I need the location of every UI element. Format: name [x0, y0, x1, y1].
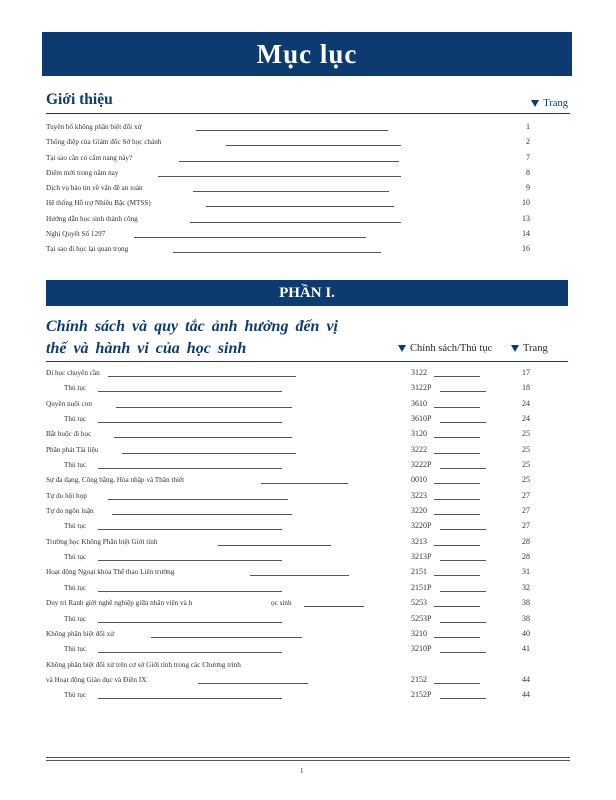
toc-entry-policy: 5253 — [411, 598, 427, 608]
leader-line — [98, 529, 282, 530]
toc-entry-page: 13 — [522, 213, 530, 223]
toc-entry-policy: 2152P — [411, 690, 432, 700]
toc-entry-label: Thủ tục — [64, 461, 87, 470]
leader-line — [261, 483, 348, 484]
toc-entry-policy: 3222P — [411, 460, 432, 470]
toc-entry[interactable] — [46, 613, 570, 628]
leader-line — [108, 376, 296, 377]
toc-entry-policy: 3120 — [411, 429, 427, 439]
toc-entry-policy: 3210P — [411, 644, 432, 654]
toc-entry-page: 7 — [526, 152, 530, 162]
leader-line — [434, 514, 480, 515]
toc-entry-page: 24 — [522, 398, 530, 408]
toc-entry[interactable] — [46, 382, 570, 397]
leader-line — [440, 468, 486, 469]
toc-entry[interactable] — [46, 643, 570, 658]
toc-entry-policy: 3220P — [411, 521, 432, 531]
leader-line — [434, 637, 480, 638]
toc-entry-page: 10 — [522, 198, 530, 208]
triangle-down-icon — [531, 100, 539, 107]
toc-entry-policy: 3213 — [411, 536, 427, 546]
toc-entry-label: Hướng dẫn học sinh thành công — [46, 214, 138, 223]
part-one-banner — [46, 280, 568, 306]
toc-entry-page: 9 — [526, 183, 530, 193]
footer-rule — [46, 757, 570, 758]
toc-entry-policy: 3223 — [411, 490, 427, 500]
leader-line — [108, 499, 288, 500]
leader-line — [304, 606, 364, 607]
toc-entry[interactable] — [46, 628, 570, 643]
toc-entry-label: Trường học Không Phân biệt Giới tính — [46, 537, 158, 546]
toc-entry-policy: 2152 — [411, 674, 427, 684]
toc-entry[interactable] — [46, 428, 570, 443]
toc-entry-label: Tuyên bố không phân biệt đối xử — [46, 123, 142, 131]
leader-line — [190, 222, 401, 223]
leader-line — [440, 652, 486, 653]
leader-line — [198, 683, 308, 684]
leader-line — [173, 252, 381, 253]
toc-entry[interactable] — [46, 566, 570, 581]
toc-entry-label: Điểm mới trong năm nay — [46, 168, 119, 177]
leader-line — [226, 145, 401, 146]
toc-entry-policy: 3222 — [411, 444, 427, 454]
leader-line — [434, 453, 480, 454]
toc-entry-label: Duy trì Ranh giới nghề nghiệp giữa nhân viên và h — [46, 599, 193, 608]
leader-line — [193, 191, 389, 192]
toc-entry-page: 44 — [522, 674, 530, 684]
intro-entry-list — [46, 121, 570, 259]
leader-line — [206, 206, 394, 207]
toc-entry-label: Thủ tục — [64, 522, 87, 531]
toc-entry-page: 25 — [522, 444, 530, 454]
toc-entry-page: 25 — [522, 475, 530, 485]
triangle-down-icon — [511, 345, 519, 352]
toc-entry-label: Sự đa dạng, Công bằng, Hòa nhập và Thân thiết — [46, 476, 185, 485]
part-one-page-column-label: Trang — [511, 343, 550, 354]
leader-line — [440, 622, 486, 623]
toc-entry-page: 25 — [522, 429, 530, 439]
part-one-title: Chính sách và quy tắc ảnh hưởng đến vị thế và hành vi của học sinh — [46, 318, 338, 357]
toc-entry-page: 1 — [526, 122, 530, 131]
leader-line — [98, 652, 282, 653]
leader-line — [114, 437, 292, 438]
triangle-down-icon — [398, 345, 406, 352]
toc-entry-page: 28 — [522, 536, 530, 546]
leader-line — [434, 683, 480, 684]
toc-entry[interactable] — [46, 520, 570, 535]
intro-title: Giới thiệu — [46, 91, 113, 108]
leader-line — [218, 545, 331, 546]
toc-entry-page: 28 — [522, 552, 530, 562]
toc-entry-page: 18 — [522, 383, 530, 393]
toc-entry-page: 41 — [522, 644, 530, 654]
leader-line — [98, 560, 282, 561]
leader-line — [158, 176, 401, 177]
toc-entry-label: Thủ tục — [64, 415, 87, 424]
toc-entry[interactable] — [46, 197, 570, 212]
toc-entry-label-tail: ọc sinh — [271, 599, 292, 608]
toc-entry-label: Nghị Quyết Số 1297 — [46, 230, 106, 239]
leader-line — [151, 637, 302, 638]
toc-entry-label: Phân phát Tài liệu — [46, 445, 99, 454]
leader-line — [98, 591, 282, 592]
toc-entry[interactable] — [46, 228, 570, 243]
leader-line — [434, 437, 480, 438]
toc-entry-page: 38 — [522, 598, 530, 608]
toc-entry-label: Quyền nuôi con — [46, 399, 92, 408]
toc-entry-policy: 2151P — [411, 582, 432, 592]
toc-entry-label: Thủ tục — [64, 583, 87, 592]
leader-line — [434, 407, 480, 408]
toc-entry[interactable] — [46, 536, 570, 551]
toc-entry-policy: 3122 — [411, 368, 427, 377]
toc-entry-label: và Hoạt động Giáo dục và Điền IX — [46, 675, 147, 684]
toc-entry[interactable] — [46, 505, 570, 520]
leader-line — [440, 591, 486, 592]
toc-entry[interactable] — [46, 659, 570, 674]
leader-line — [122, 453, 296, 454]
leader-line — [134, 237, 366, 238]
toc-entry-label: Thủ tục — [64, 384, 87, 393]
toc-entry-label: Không phân biệt đối xử — [46, 629, 115, 638]
intro-section-header — [46, 90, 570, 114]
leader-line — [116, 407, 292, 408]
leader-line — [434, 545, 480, 546]
toc-entry[interactable] — [46, 243, 570, 258]
toc-entry-label: Dịch vụ báo tin về vấn đề an toàn — [46, 184, 143, 193]
leader-line — [434, 575, 480, 576]
leader-line — [196, 130, 388, 131]
toc-entry[interactable] — [46, 167, 570, 182]
toc-entry-label: Tự do ngôn luận — [46, 507, 94, 516]
leader-line — [98, 422, 282, 423]
leader-line — [98, 622, 282, 623]
footer-rule — [46, 760, 570, 761]
toc-entry[interactable] — [46, 459, 570, 474]
toc-entry-page: 14 — [522, 229, 530, 239]
toc-entry[interactable] — [46, 398, 570, 413]
toc-entry[interactable] — [46, 689, 570, 704]
toc-entry-policy: 2151 — [411, 567, 427, 577]
toc-entry-page: 16 — [522, 244, 530, 254]
part-one-rule — [46, 361, 568, 362]
toc-entry[interactable] — [46, 121, 570, 136]
toc-entry-label: Bắt buộc đi học — [46, 430, 92, 439]
toc-entry[interactable] — [46, 213, 570, 228]
toc-entry-page: 44 — [522, 690, 530, 700]
toc-entry-label: Hệ thống Hỗ trợ Nhiều Bậc (MTSS) — [46, 199, 151, 208]
toc-entry-label: Thủ tục — [64, 553, 87, 562]
leader-line — [440, 560, 486, 561]
leader-line — [98, 391, 282, 392]
toc-entry[interactable] — [46, 182, 570, 197]
toc-entry-policy: 0010 — [411, 475, 427, 485]
toc-entry[interactable] — [46, 136, 570, 151]
toc-entry-page: 25 — [522, 460, 530, 470]
toc-entry-page: 40 — [522, 628, 530, 638]
intro-page-column-label: Trang — [531, 98, 570, 109]
toc-entry-label: Thông điệp của Giám đốc Sở học chánh — [46, 138, 162, 147]
toc-entry-policy: 3122P — [411, 383, 432, 393]
leader-line — [250, 575, 349, 576]
toc-entry-page: 38 — [522, 613, 530, 623]
leader-line — [434, 606, 480, 607]
toc-entry[interactable] — [46, 490, 570, 505]
toc-title-banner — [42, 32, 572, 76]
toc-entry-label: Không phân biệt đối xử trên cơ sở Giới tính trong các Chương trình — [46, 660, 241, 669]
toc-entry-policy: 3210 — [411, 628, 427, 638]
toc-title: Mục lục — [256, 38, 358, 69]
toc-entry-page: 2 — [526, 137, 530, 147]
toc-entry[interactable] — [46, 597, 570, 612]
leader-line — [98, 698, 282, 699]
leader-line — [434, 376, 480, 377]
toc-entry-page: 8 — [526, 167, 530, 177]
toc-entry-policy: 3220 — [411, 506, 427, 516]
toc-entry[interactable] — [46, 674, 570, 689]
toc-entry-page: 27 — [522, 490, 530, 500]
toc-entry-policy: 3610 — [411, 398, 427, 408]
toc-entry-page: 31 — [522, 567, 530, 577]
toc-entry-label: Tại sao đi học lại quan trọng — [46, 245, 129, 254]
leader-line — [179, 161, 399, 162]
leader-line — [440, 529, 486, 530]
toc-entry[interactable] — [46, 413, 570, 428]
toc-entry-page: 17 — [522, 368, 530, 377]
toc-entry[interactable] — [46, 582, 570, 597]
leader-line — [440, 391, 486, 392]
toc-entry-policy: 3213P — [411, 552, 432, 562]
page-number: 1 — [300, 767, 304, 775]
toc-entry[interactable] — [46, 152, 570, 167]
toc-entry-label: Thủ tục — [64, 691, 87, 700]
toc-entry-policy: 3610P — [411, 414, 432, 424]
leader-line — [440, 422, 486, 423]
toc-entry-label: Tự do hội họp — [46, 491, 87, 500]
leader-line — [98, 468, 282, 469]
leader-line — [440, 698, 486, 699]
leader-line — [112, 514, 292, 515]
toc-entry-page: 24 — [522, 414, 530, 424]
toc-entry-label: Thủ tục — [64, 645, 87, 654]
toc-entry-label: Hoạt động Ngoại khóa Thể thao Liên trường — [46, 568, 175, 577]
toc-entry-page: 27 — [522, 521, 530, 531]
toc-entry[interactable] — [46, 551, 570, 566]
policy-column-label: Chính sách/Thủ tục — [398, 343, 494, 354]
toc-entry-label: Tại sao cần có cẩm nang này? — [46, 153, 133, 162]
part-one-label: PHẦN I. — [279, 284, 335, 301]
part-one-entry-list — [46, 367, 570, 705]
toc-entry[interactable] — [46, 474, 570, 489]
toc-entry-policy: 5253P — [411, 613, 432, 623]
leader-line — [434, 499, 480, 500]
toc-entry-page: 27 — [522, 506, 530, 516]
toc-entry-label: Đi học chuyên cần — [46, 369, 100, 377]
toc-entry[interactable] — [46, 367, 570, 382]
toc-entry[interactable] — [46, 444, 570, 459]
toc-entry-page: 32 — [522, 582, 530, 592]
leader-line — [434, 483, 480, 484]
toc-entry-label: Thủ tục — [64, 614, 87, 623]
